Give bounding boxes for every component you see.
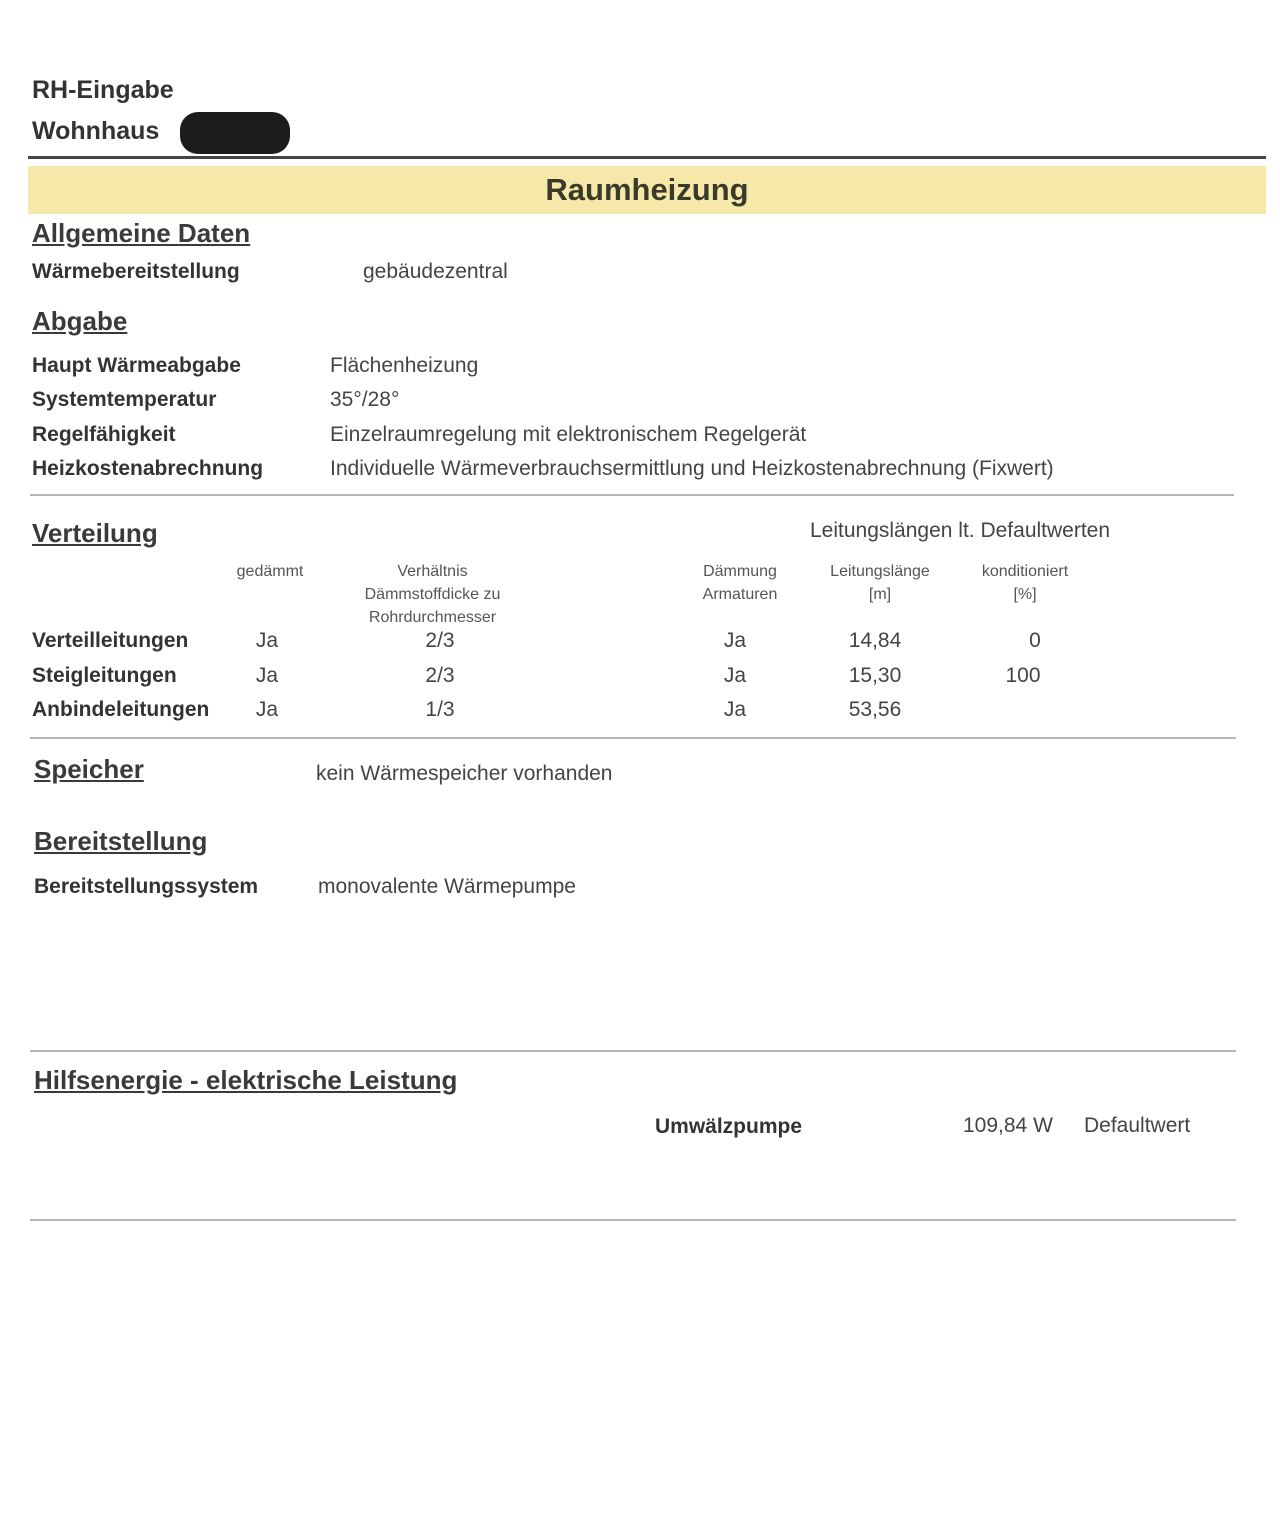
col-header-verhaeltnis-line2: Dämmstoffdicke zu	[364, 586, 501, 603]
label-regelfaehigkeit: Regelfähigkeit	[32, 423, 176, 446]
label-haupt-waermeabgabe: Haupt Wärmeabgabe	[32, 354, 241, 377]
section-title-hilfsenergie: Hilfsenergie - elektrische Leistung	[34, 1065, 458, 1095]
divider	[30, 494, 1234, 496]
table-cell-verhaeltnis: 2/3	[425, 629, 455, 652]
table-cell-laenge: 14,84	[848, 629, 902, 652]
col-header-verhaeltnis-line1: Verhältnis	[397, 563, 468, 580]
col-header-konditioniert-line1: konditioniert	[981, 563, 1069, 580]
col-header-konditioniert	[960, 560, 1090, 606]
section-title-verteilung: Verteilung	[32, 518, 158, 548]
col-header-konditioniert-line2: [%]	[1013, 586, 1037, 603]
header-rule	[28, 156, 1266, 159]
label-bereitstellungssystem: Bereitstellungssystem	[34, 875, 259, 898]
table-row-label: Verteilleitungen	[32, 629, 189, 652]
section-title-bereitstellung: Bereitstellung	[34, 826, 208, 856]
label-waermebereitstellung: Wärmebereitstellung	[32, 260, 240, 283]
title-banner	[28, 166, 1266, 214]
table-cell-daemmung: Ja	[723, 698, 747, 721]
value-umwaelzpumpe: 109,84 W	[963, 1114, 1053, 1137]
table-cell-konditioniert: 100	[1005, 664, 1041, 687]
col-header-daemmung	[680, 560, 800, 606]
label-heizkostenabrechnung: Heizkostenabrechnung	[32, 457, 264, 480]
label-umwaelzpumpe: Umwälzpumpe	[655, 1115, 803, 1138]
value-speicher: kein Wärmespeicher vorhanden	[316, 762, 613, 785]
document-header-line1: RH-Eingabe	[32, 76, 174, 104]
divider	[30, 1050, 1236, 1052]
table-cell-daemmung: Ja	[723, 664, 747, 687]
table-cell-laenge: 53,56	[848, 698, 902, 721]
table-row-label: Steigleitungen	[32, 664, 177, 687]
section-title-abgabe: Abgabe	[32, 306, 128, 336]
col-header-verhaeltnis	[320, 560, 545, 629]
divider	[30, 1219, 1236, 1221]
table-cell-verhaeltnis: 1/3	[425, 698, 455, 721]
value-haupt-waermeabgabe: Flächenheizung	[330, 354, 479, 377]
redaction-mark	[180, 112, 290, 154]
col-header-verhaeltnis-line3: Rohrdurchmesser	[368, 609, 497, 626]
table-cell-gedaemmt: Ja	[255, 698, 279, 721]
col-header-gedaemmt: gedämmt	[236, 563, 304, 580]
col-header-laenge-line2: [m]	[868, 586, 892, 603]
value-waermebereitstellung: gebäudezentral	[363, 260, 508, 283]
col-header-daemmung-line1: Dämmung	[703, 563, 777, 580]
section-title-allgemeine-daten: Allgemeine Daten	[32, 218, 251, 248]
table-cell-laenge: 15,30	[848, 664, 902, 687]
verteilung-note: Leitungslängen lt. Defaultwerten	[810, 519, 1111, 542]
section-title-speicher: Speicher	[34, 754, 144, 784]
value-systemtemperatur: 35°/28°	[330, 388, 400, 411]
table-cell-gedaemmt: Ja	[255, 629, 279, 652]
col-header-laenge-line1: Leitungslänge	[830, 563, 930, 580]
table-cell-verhaeltnis: 2/3	[425, 664, 455, 687]
table-cell-daemmung: Ja	[723, 629, 747, 652]
col-header-laenge	[810, 560, 950, 606]
value-regelfaehigkeit: Einzelraumregelung mit elektronischem Regelgerät	[330, 423, 807, 446]
divider	[30, 737, 1236, 739]
col-header-daemmung-line2: Armaturen	[702, 586, 778, 603]
table-cell-konditioniert: 0	[1029, 629, 1041, 652]
value-heizkostenabrechnung: Individuelle Wärmeverbrauchsermittlung und Heizkostenabrechnung (Fixwert)	[330, 457, 1054, 480]
note-defaultwert: Defaultwert	[1084, 1114, 1191, 1137]
table-row-label: Anbindeleitungen	[32, 698, 210, 721]
label-systemtemperatur: Systemtemperatur	[32, 388, 217, 411]
page-title: Raumheizung	[545, 172, 749, 207]
document-header-line2: Wohnhaus	[32, 117, 160, 145]
table-cell-gedaemmt: Ja	[255, 664, 279, 687]
value-bereitstellungssystem: monovalente Wärmepumpe	[318, 875, 576, 898]
